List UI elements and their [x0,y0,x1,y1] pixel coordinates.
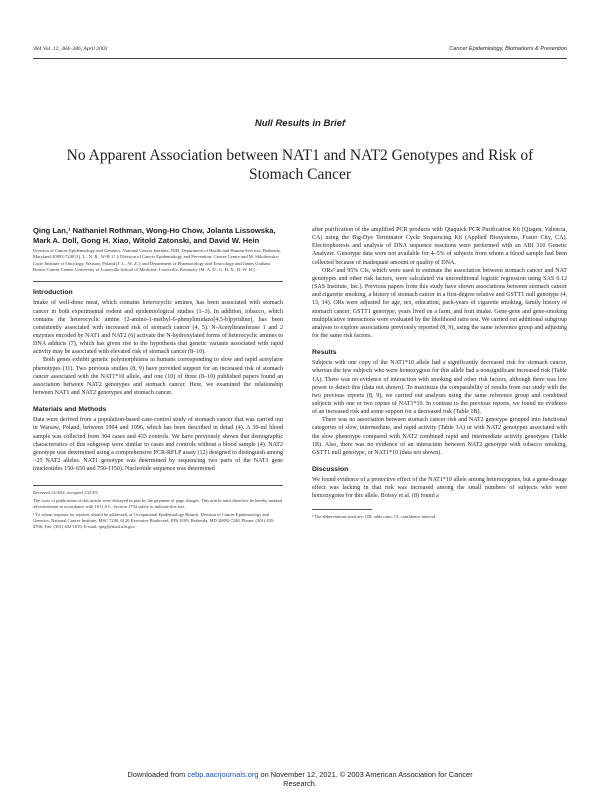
footer-prefix: Downloaded from [127,770,188,779]
right-column [312,226,567,522]
results-paragraph-2: There was no association between stomach cancer risk and NAT2 genotype grouped into functional categories of slow, intermediate, and rapid activity (Table 1A) or with NAT2 genotypes associated with the slow phenotype compared with NAT2 combined rapid and intermediate activity genotypes (Table 1B). Also, there was no evidence of an interaction between NAT2 genotype with tobacco smoking, GSTT1 null genotype, or NAT1*10 (data not shown). [312,417,567,456]
methods-paragraph-3: ORs² and 95% CIs, which were used to estimate the association between stomach cancer and NAT genotypes and other risk factors, were calculated via unconditional logistic regression using SAS 6.12 (SAS Institute, Inc.). Previous papers from this study have shown associations between stomach cancer and cigarette smoking, a history of stomach cancer in a first-degree relative and GSTT1 null genotype (4, 13, 14). ORs were adjusted for age, sex, education, pack-years of cigarette smoking, family history of stomach cancer, GSTT1 genotype, years lived on a farm, and fruit intake. Gene-gene and gene-smoking multiplicative interactions were evaluated by the likelihood ratio test. We carried out additional subgroup analyses to explore associations previously reported (8, 9), using the same reference group and adjusting for the same risk factors. [312,267,567,340]
received-note: Received 12/4/02; accepted 1/21/03. [33,490,99,496]
reprint-footnote: ¹ To whom requests for reprints should be addressed, at Occupational Epidemiology Branch, Division of Cancer Epidemiology and Genetics, National Cancer Institute, MSC 7240, 6120 Executive Boulevard, EPS 8109, Bethesda, MD 20892-7240. Phone: (301) 435-4706; Fax: (301) 402-1819; E-mail: qingl@mail.nih.gov. [33,512,275,530]
intro-paragraph-2: Both genes exhibit genetic polymorphisms in humans corresponding to slow and rapid acetylator phenotypes (11). Two previous studies (8, 9) have provided support for an increased risk of stomach cancer associated with the NAT1*10 allele, and one (10) of three (8–10) published papers found an association between NAT2 genotypes and stomach cancer. Here, we examined the relationship between NAT1 and NAT2 genotypes and stomach cancer. [33,357,283,397]
article-title: No Apparent Association between NAT1 and NAT2 Genotypes and Risk of Stomach Cancer [66,147,534,183]
footer-suffix: on November 12, 2021. © 2003 American Association for Cancer [258,770,473,779]
intro-paragraph-1: Intake of well-done meat, which contains heterocyclic amines, has been associated with stomach cancer in both experimental rodent and epidemiological studies (1–3). In addition, tobacco, which contains the heterocyclic amine (2-amino-1-methyl-6-phenylimidazo[4,5-b]pyridine), has been consistently associated with increased risk of stomach cancer (4, 5). N-Acetyltransferase 1 and 2 enzymes encoded by NAT1 and NAT2 (6) activate the N-hydroxylated forms of heterocyclic amines to DNA adducts (7), which has given rise to the hypothesis that genetic variants associated with rapid activity may be associated with elevated risk of stomach cancer (8–10). [33,300,283,356]
footnote-rule-right [312,509,372,510]
running-head-right: Cancer Epidemiology, Biomarkers & Prevention [449,46,567,52]
section-label: Null Results in Brief [254,118,346,129]
left-column [33,226,283,532]
intro-heading: Introduction [33,289,73,297]
footer-line-2: Research. [283,779,317,788]
results-paragraph-1: Subjects with one copy of the NAT1*10 allele had a significantly decreased risk for stomach cancer, whereas the few subjects who were homozygous for this allele had a nonsignificant increased risk (Table 1A). There was no evidence of interaction with smoking and other risk factors, although there was low power to detect this (data not shown). To maximize the comparability of results from our study with the two previous reports (8, 9), we carried out analyses using the same reference group and combined subjects with one or two copies of NAT1*10. In contrast to the previous reports, we found no evidence of an increased risk and some support for a decreased risk (Table 1B). [312,360,567,416]
header-rule [33,58,567,59]
footnote-rule [33,485,283,486]
discussion-heading: Discussion [312,466,349,474]
results-heading: Results [312,349,337,357]
methods-heading: Materials and Methods [33,406,107,414]
author-list: Qing Lan,¹ Nathaniel Rothman, Wong-Ho Chow, Jolanta Lissowska, Mark A. Doll, Gong H. Xiao, Witold Zatonski, and David W. Hein [33,226,276,245]
running-head-left: 384 Vol. 12, 384–386, April 2003 [33,46,108,52]
page-charges-note: The costs of publication of this article were defrayed in part by the payment of page charges. This article must therefore be hereby marked advertisement in accordance with 18 U.S.C. Section 1734 solely to indicate this fact. [33,498,282,510]
journal-link[interactable]: cebp.aacrjournals.org [187,770,259,779]
download-footer [0,770,600,788]
affiliation-rule [33,281,283,282]
discussion-paragraph-1: We found evidence of a protective effect of the NAT1*10 allele among heterozygotes, but a gene-dosage effect was lacking in that risk was increased among the small numbers of subjects who were homozygotes for this allele. Boissy et al. (8) found a [312,477,567,500]
methods-paragraph-2: after purification of the amplified PCR products with Qiaquick PCR Purification Kit (Qiagen, Valencia, CA) using the Big-Dye Terminator Cycle Sequencing Kit (Applied Biosystems, Foster City, CA). Electrophoresis and analysis of DNA sequence reactions were performed with an ABI 310 Genetic Analyzer. Genotype data were not available for 4–5% of subjects from whom a blood sample had been collected because of inadequate amount or quality of DNA. [312,227,567,266]
abbreviations-footnote: ² The abbreviations used are: OR, odds ratio; CI, confidence interval. [312,513,437,519]
affiliations: Division of Cancer Epidemiology and Genetics, National Cancer Institute, NIH, Department of Health and Human Services, Bethesda, Maryland 20892-7240 [Q. L., N. R., W-H. C.]; Division of Cancer Epidemiology and Prevention, Cancer Centre and M. Sklodowska-Curie Institute of Oncology, Warsaw, Poland [J. L., W. Z.]; and Department of Pharmacology and Toxicology and James Graham Brown Cancer Center, University of Louisville School of Medicine, Louisville, Kentucky [M. A. D., G. H. X., D. W. H.] [33,248,281,273]
running-head [33,46,567,56]
methods-paragraph-1: Data were derived from a population-based case-control study of stomach cancer that was carried out in Warsaw, Poland, between 1994 and 1996, which has been described in detail (4). A 30-ml blood sample was collected from 304 cases and 433 controls. We have previously shown that demographic characteristics of this subgroup were similar to cases and controls without a blood sample (4). NAT2 genotype was determined using a comprehensive PCR-RFLP assay (12) designed to distinguish among >25 NAT2 alleles. NAT1 genotype was determined by sequencing two parts of the NAT1 gene (nucleotides 150–650 and 750-1150). Nucleotide sequence was determined [33,417,283,473]
